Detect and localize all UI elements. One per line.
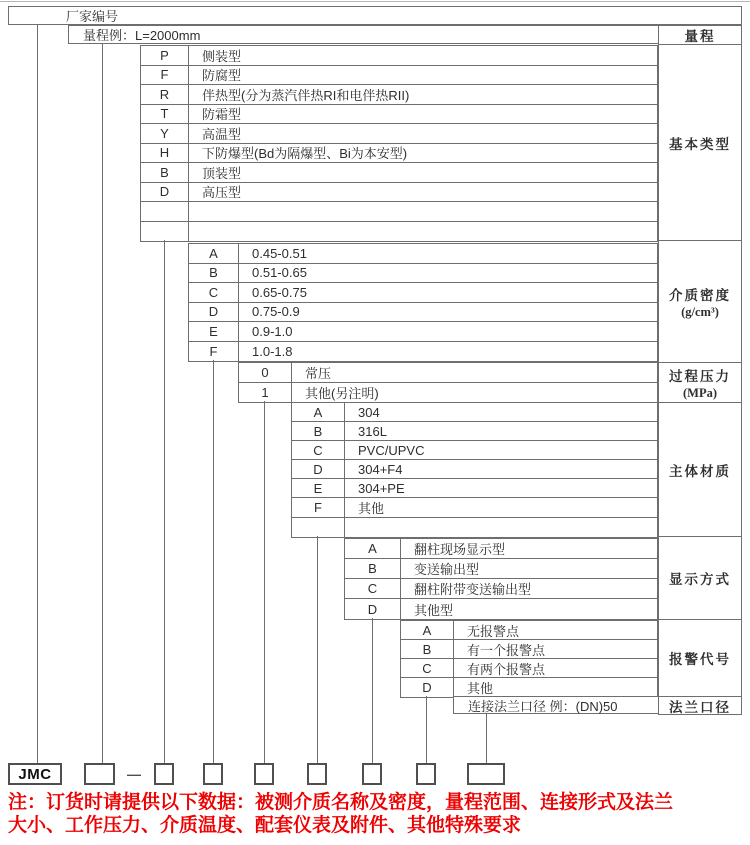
- factory-number-label: 厂家编号: [66, 9, 119, 24]
- flange-size-row: [453, 696, 658, 714]
- desc-cell: 防腐型: [202, 68, 242, 84]
- table-row: [292, 479, 657, 498]
- table-row: [141, 105, 657, 125]
- model-code-box-flange: [467, 763, 505, 785]
- category-label-basic-type: 基本类型: [659, 45, 741, 241]
- desc-cell: 防霜型: [202, 107, 242, 123]
- model-code-box-material: [307, 763, 327, 785]
- code-cell: D: [401, 678, 454, 697]
- table-row: [401, 678, 657, 697]
- desc-cell: [345, 518, 657, 537]
- table-row: [189, 264, 657, 284]
- category-label-alarm-code: 报警代号: [659, 620, 741, 697]
- model-prefix-box: JMC: [8, 763, 62, 785]
- desc-cell: 其他: [358, 501, 385, 517]
- code-cell: B: [141, 163, 189, 182]
- basic-type-table: [140, 45, 658, 242]
- code-cell: A: [401, 621, 454, 639]
- desc-cell: 1.0-1.8: [252, 343, 293, 359]
- category-label-medium-density: 介质密度 (g/cm³): [659, 241, 741, 363]
- table-row: [345, 599, 657, 619]
- table-row: [292, 422, 657, 441]
- code-cell: D: [292, 460, 345, 478]
- code-cell: [292, 518, 345, 537]
- table-row: [292, 498, 657, 517]
- top-border-line: [0, 1, 750, 2]
- body-material-table: [291, 402, 658, 538]
- table-row: [345, 579, 657, 599]
- table-row: [239, 383, 657, 403]
- category-label-range: 量程: [659, 26, 741, 45]
- code-cell: T: [141, 105, 189, 124]
- ordering-note: [8, 791, 748, 837]
- connector-line-pressure: [264, 401, 265, 763]
- desc-cell: 其他(另注明): [305, 385, 379, 401]
- code-cell: D: [141, 183, 189, 202]
- desc-cell: 无报警点: [467, 623, 520, 639]
- code-cell: 1: [239, 383, 292, 403]
- connector-line-factory: [37, 25, 38, 763]
- table-row: [189, 303, 657, 323]
- desc-cell: 0.9-1.0: [252, 323, 293, 339]
- table-row: [292, 441, 657, 460]
- desc-cell: 304+PE: [358, 480, 405, 496]
- desc-cell: 翻柱附带变送输出型: [414, 582, 532, 597]
- connector-line-material: [317, 536, 318, 763]
- desc-cell: 有两个报警点: [467, 661, 546, 677]
- code-cell: 0: [239, 363, 292, 382]
- ordering-note-line1: 注：订货时请提供以下数据：被测介质名称及密度，量程范围、连接形式及法兰: [8, 792, 674, 813]
- code-cell: [141, 222, 189, 242]
- desc-cell: 顶装型: [202, 165, 242, 181]
- code-cell: [141, 202, 189, 221]
- code-cell: C: [189, 283, 239, 302]
- density-unit: (g/cm³): [681, 304, 719, 319]
- desc-cell: 下防爆型(Bd为隔爆型、Bi为本安型): [202, 146, 408, 162]
- model-code-box-display: [362, 763, 382, 785]
- category-label-process-pressure: 过程压力 (MPa): [659, 363, 741, 403]
- code-cell: C: [401, 659, 454, 677]
- code-cell: A: [292, 403, 345, 421]
- model-code-box-basic-type: [154, 763, 174, 785]
- connector-line-range: [102, 44, 103, 763]
- desc-cell: 有一个报警点: [467, 642, 546, 658]
- table-row: [141, 124, 657, 144]
- code-cell: B: [345, 559, 401, 578]
- connector-line-density: [213, 360, 214, 763]
- model-code-box-alarm: [416, 763, 436, 785]
- model-code-box-pressure: [254, 763, 274, 785]
- code-cell: F: [292, 498, 345, 516]
- table-row: [141, 202, 657, 222]
- code-cell: F: [189, 342, 239, 362]
- table-row: [292, 460, 657, 479]
- category-label-body-material: 主体材质: [659, 403, 741, 537]
- table-row: [189, 283, 657, 303]
- table-row: [141, 163, 657, 183]
- table-row: [141, 222, 657, 242]
- desc-cell: 其他型: [414, 602, 454, 618]
- category-label-display-mode: 显示方式: [659, 537, 741, 620]
- code-cell: D: [189, 303, 239, 322]
- desc-cell: 304+F4: [358, 461, 403, 477]
- desc-cell: 侧装型: [202, 48, 242, 64]
- connector-line-flange: [486, 714, 487, 763]
- desc-cell: PVC/UPVC: [358, 442, 425, 458]
- desc-cell: [189, 222, 657, 242]
- display-mode-table: [344, 538, 658, 620]
- table-row: [345, 559, 657, 579]
- desc-cell: 0.75-0.9: [252, 304, 300, 320]
- table-row: [141, 46, 657, 66]
- code-cell: F: [141, 66, 189, 85]
- code-cell: B: [401, 640, 454, 658]
- medium-density-table: [188, 243, 658, 362]
- connector-line-display: [372, 618, 373, 763]
- ordering-note-line2: 大小、工作压力、介质温度、配套仪表及附件、其他特殊要求: [8, 815, 522, 836]
- code-cell: B: [292, 422, 345, 440]
- connector-line-alarm: [426, 696, 427, 763]
- desc-cell: 0.45-0.51: [252, 245, 307, 261]
- desc-cell: 高压型: [202, 185, 242, 201]
- process-pressure-table: [238, 362, 658, 403]
- table-row: [401, 621, 657, 640]
- code-cell: A: [189, 244, 239, 263]
- desc-cell: 0.65-0.75: [252, 284, 307, 300]
- range-example-label: 量程例：L=2000mm: [83, 28, 201, 43]
- table-row: [141, 85, 657, 105]
- table-row: [292, 403, 657, 422]
- code-cell: A: [345, 539, 401, 558]
- flange-size-text: 连接法兰口径 例：(DN)50: [468, 698, 618, 714]
- table-row: [141, 144, 657, 164]
- code-cell: D: [345, 599, 401, 619]
- table-row: [292, 518, 657, 537]
- pressure-unit: (MPa): [682, 385, 717, 400]
- table-row: [401, 640, 657, 659]
- range-example-row: [68, 25, 658, 44]
- table-row: [189, 342, 657, 362]
- code-cell: C: [345, 579, 401, 598]
- connector-line-basic-type: [164, 240, 165, 763]
- desc-cell: 304: [358, 404, 380, 420]
- table-row: [239, 363, 657, 383]
- code-cell: C: [292, 441, 345, 459]
- model-code-box-density: [203, 763, 223, 785]
- code-cell: H: [141, 144, 189, 163]
- alarm-code-table: [400, 620, 658, 698]
- desc-cell: 变送输出型: [414, 562, 480, 577]
- code-cell: E: [189, 322, 239, 341]
- desc-cell: 常压: [305, 365, 332, 381]
- desc-cell: [189, 202, 657, 221]
- code-cell: B: [189, 264, 239, 283]
- table-row: [401, 659, 657, 678]
- code-cell: Y: [141, 124, 189, 143]
- model-separator-dash: —: [127, 766, 141, 782]
- category-label-column: [658, 25, 742, 715]
- desc-cell: 其他: [467, 681, 494, 696]
- desc-cell: 伴热型(分为蒸汽伴热RI和电伴热RII): [202, 87, 410, 103]
- desc-cell: 316L: [358, 423, 387, 439]
- table-row: [345, 539, 657, 559]
- table-row: [189, 244, 657, 264]
- desc-cell: 翻柱现场显示型: [414, 542, 506, 557]
- category-label-flange-size: 法兰口径: [659, 697, 741, 715]
- factory-number-row: [8, 6, 742, 25]
- table-row: [141, 183, 657, 203]
- code-cell: P: [141, 46, 189, 65]
- desc-cell: 高温型: [202, 126, 242, 142]
- table-row: [189, 322, 657, 342]
- table-row: [141, 66, 657, 86]
- desc-cell: 0.51-0.65: [252, 265, 307, 281]
- code-cell: R: [141, 85, 189, 104]
- model-code-box-range: [84, 763, 115, 785]
- code-cell: E: [292, 479, 345, 497]
